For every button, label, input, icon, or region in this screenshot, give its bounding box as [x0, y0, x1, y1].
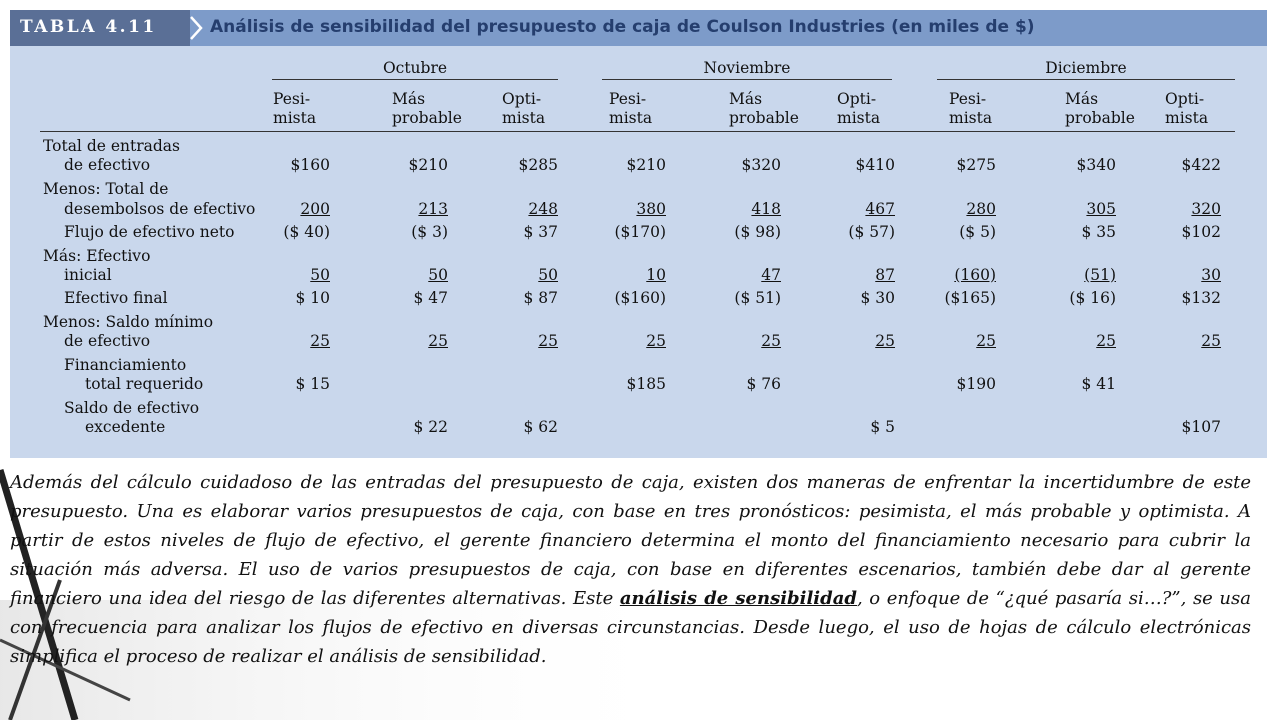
- row-label-financiamiento-1: Financiamiento: [64, 356, 187, 374]
- month-header-noviembre: Noviembre: [703, 59, 791, 77]
- col-header-nov-mas-probable: Más probable: [729, 90, 799, 127]
- cell-desembolsos-6: 280: [966, 200, 996, 218]
- cell-efectivo-final-4: ($ 51): [734, 289, 781, 307]
- cell-financiamiento-6: $190: [956, 375, 996, 393]
- cell-efectivo-inicial-3: 10: [646, 266, 666, 284]
- cell-desembolsos-5: 467: [865, 200, 895, 218]
- cell-total-entradas-4: $320: [741, 156, 781, 174]
- cell-efectivo-final-0: $ 10: [295, 289, 330, 307]
- row-label-efectivo-final: Efectivo final: [64, 289, 168, 307]
- cell-saldo-minimo-1: 25: [428, 332, 448, 350]
- month-rule-diciembre: [937, 79, 1235, 80]
- col-header-oct-optimista: Opti- mista: [502, 90, 546, 127]
- col-header-dic-mas-probable: Más probable: [1065, 90, 1135, 127]
- row-label-financiamiento-2: total requerido: [85, 375, 204, 393]
- cell-desembolsos-7: 305: [1086, 200, 1116, 218]
- row-label-saldo-minimo-1: Menos: Saldo mínimo: [43, 313, 214, 331]
- col-header-nov-pesimista: Pesi- mista: [609, 90, 653, 127]
- row-label-total-entradas-1: Total de entradas: [43, 137, 180, 155]
- keyword-sensitivity-analysis: análisis de sensibilidad: [619, 588, 857, 609]
- cell-total-entradas-7: $340: [1076, 156, 1116, 174]
- col-header-dic-optimista: Opti- mista: [1165, 90, 1209, 127]
- cell-efectivo-inicial-5: 87: [875, 266, 895, 284]
- cell-total-entradas-0: $160: [290, 156, 330, 174]
- cell-desembolsos-4: 418: [751, 200, 781, 218]
- cell-saldo-minimo-5: 25: [875, 332, 895, 350]
- cell-flujo-neto-5: ($ 57): [848, 223, 895, 241]
- cell-flujo-neto-8: $102: [1181, 223, 1221, 241]
- cell-desembolsos-8: 320: [1191, 200, 1221, 218]
- cell-efectivo-inicial-8: 30: [1201, 266, 1221, 284]
- table-number: TABLA 4.11: [20, 17, 157, 37]
- cell-desembolsos-0: 200: [300, 200, 330, 218]
- table-title-bar: [10, 10, 1267, 46]
- cell-efectivo-inicial-7: (51): [1084, 266, 1116, 284]
- cell-saldo-minimo-0: 25: [310, 332, 330, 350]
- cell-financiamiento-7: $ 41: [1081, 375, 1116, 393]
- cell-efectivo-inicial-6: (160): [954, 266, 996, 284]
- row-label-saldo-minimo-2: de efectivo: [64, 332, 151, 350]
- row-label-total-entradas-2: de efectivo: [64, 156, 151, 174]
- col-header-nov-optimista: Opti- mista: [837, 90, 881, 127]
- row-label-efectivo-inicial-2: inicial: [64, 266, 112, 284]
- cell-total-entradas-8: $422: [1181, 156, 1221, 174]
- month-rule-noviembre: [602, 79, 892, 80]
- cell-total-entradas-5: $410: [855, 156, 895, 174]
- sensitivity-table: [10, 10, 1267, 458]
- cell-total-entradas-6: $275: [956, 156, 996, 174]
- cell-saldo-minimo-3: 25: [646, 332, 666, 350]
- cell-efectivo-final-5: $ 30: [860, 289, 895, 307]
- cell-flujo-neto-4: ($ 98): [734, 223, 781, 241]
- cell-excedente-8: $107: [1181, 418, 1221, 436]
- cell-excedente-2: $ 62: [523, 418, 558, 436]
- cell-flujo-neto-1: ($ 3): [411, 223, 448, 241]
- cell-saldo-minimo-4: 25: [761, 332, 781, 350]
- cell-excedente-1: $ 22: [413, 418, 448, 436]
- col-header-oct-mas-probable: Más probable: [392, 90, 462, 127]
- row-label-desembolsos-1: Menos: Total de: [43, 180, 169, 198]
- cell-saldo-minimo-2: 25: [538, 332, 558, 350]
- cell-efectivo-inicial-4: 47: [761, 266, 781, 284]
- row-label-excedente-2: excedente: [85, 418, 166, 436]
- cell-flujo-neto-2: $ 37: [523, 223, 558, 241]
- cell-flujo-neto-0: ($ 40): [283, 223, 330, 241]
- cell-efectivo-inicial-0: 50: [310, 266, 330, 284]
- cell-total-entradas-3: $210: [626, 156, 666, 174]
- cell-flujo-neto-3: ($170): [614, 223, 666, 241]
- cell-desembolsos-2: 248: [528, 200, 558, 218]
- cell-desembolsos-1: 213: [418, 200, 448, 218]
- table-title: Análisis de sensibilidad del presupuesto de caja de Coulson Industries (en miles de $): [210, 17, 1035, 37]
- cell-efectivo-final-8: $132: [1181, 289, 1221, 307]
- cell-financiamiento-0: $ 15: [295, 375, 330, 393]
- paragraph-text-before: Además del cálculo cuidadoso de las entradas del presupuesto de caja, existen dos maneras de enfrentar la incertidumbre de este presupuesto. Una es elaborar varios presupuestos de caja, con base en tres pronósticos: pesimista, el más probable y optimista. A partir de estos niveles de flujo de efectivo, el gerente financiero determina el monto del financiamiento necesario para cubrir la situación más adversa. El uso de varios presupuestos de caja, con base en diferentes escenarios, también debe dar al gerente financiero una idea del riesgo de las diferentes alternativas. Este: [10, 472, 1251, 609]
- cell-excedente-5: $ 5: [870, 418, 895, 436]
- month-header-octubre: Octubre: [382, 59, 448, 77]
- row-label-efectivo-inicial-1: Más: Efectivo: [43, 247, 151, 265]
- col-header-dic-pesimista: Pesi- mista: [949, 90, 993, 127]
- cell-efectivo-final-1: $ 47: [413, 289, 448, 307]
- cell-efectivo-final-2: $ 87: [523, 289, 558, 307]
- cell-saldo-minimo-7: 25: [1096, 332, 1116, 350]
- cell-efectivo-inicial-2: 50: [538, 266, 558, 284]
- cell-flujo-neto-7: $ 35: [1081, 223, 1116, 241]
- cell-saldo-minimo-6: 25: [976, 332, 996, 350]
- cell-efectivo-inicial-1: 50: [428, 266, 448, 284]
- cell-efectivo-final-3: ($160): [614, 289, 666, 307]
- cell-saldo-minimo-8: 25: [1201, 332, 1221, 350]
- month-header-diciembre: Diciembre: [1045, 59, 1127, 77]
- cell-flujo-neto-6: ($ 5): [959, 223, 996, 241]
- cell-efectivo-final-7: ($ 16): [1069, 289, 1116, 307]
- row-label-desembolsos-2: desembolsos de efectivo: [64, 200, 256, 218]
- cell-total-entradas-2: $285: [518, 156, 558, 174]
- cell-total-entradas-1: $210: [408, 156, 448, 174]
- table-label: [10, 10, 190, 46]
- cell-efectivo-final-6: ($165): [944, 289, 996, 307]
- chevron-right-icon: [188, 14, 204, 42]
- cell-desembolsos-3: 380: [636, 200, 666, 218]
- col-header-oct-pesimista: Pesi- mista: [273, 90, 317, 127]
- cell-financiamiento-3: $185: [626, 375, 666, 393]
- month-rule-octubre: [272, 79, 558, 80]
- explanatory-paragraph: [10, 468, 1251, 671]
- paragraph-text-after: , o enfoque de “¿qué pasaría si…?”, se usa con frecuencia para analizar los flujos de efectivo en diversas circunstancias. Desde luego, el uso de hojas de cálculo electrónicas simplifica el proceso de realizar el análisis de sensibilidad.: [10, 588, 1251, 667]
- row-label-flujo-neto: Flujo de efectivo neto: [64, 223, 235, 241]
- header-rule: [40, 131, 1235, 132]
- cell-financiamiento-4: $ 76: [746, 375, 781, 393]
- row-label-excedente-1: Saldo de efectivo: [64, 399, 200, 417]
